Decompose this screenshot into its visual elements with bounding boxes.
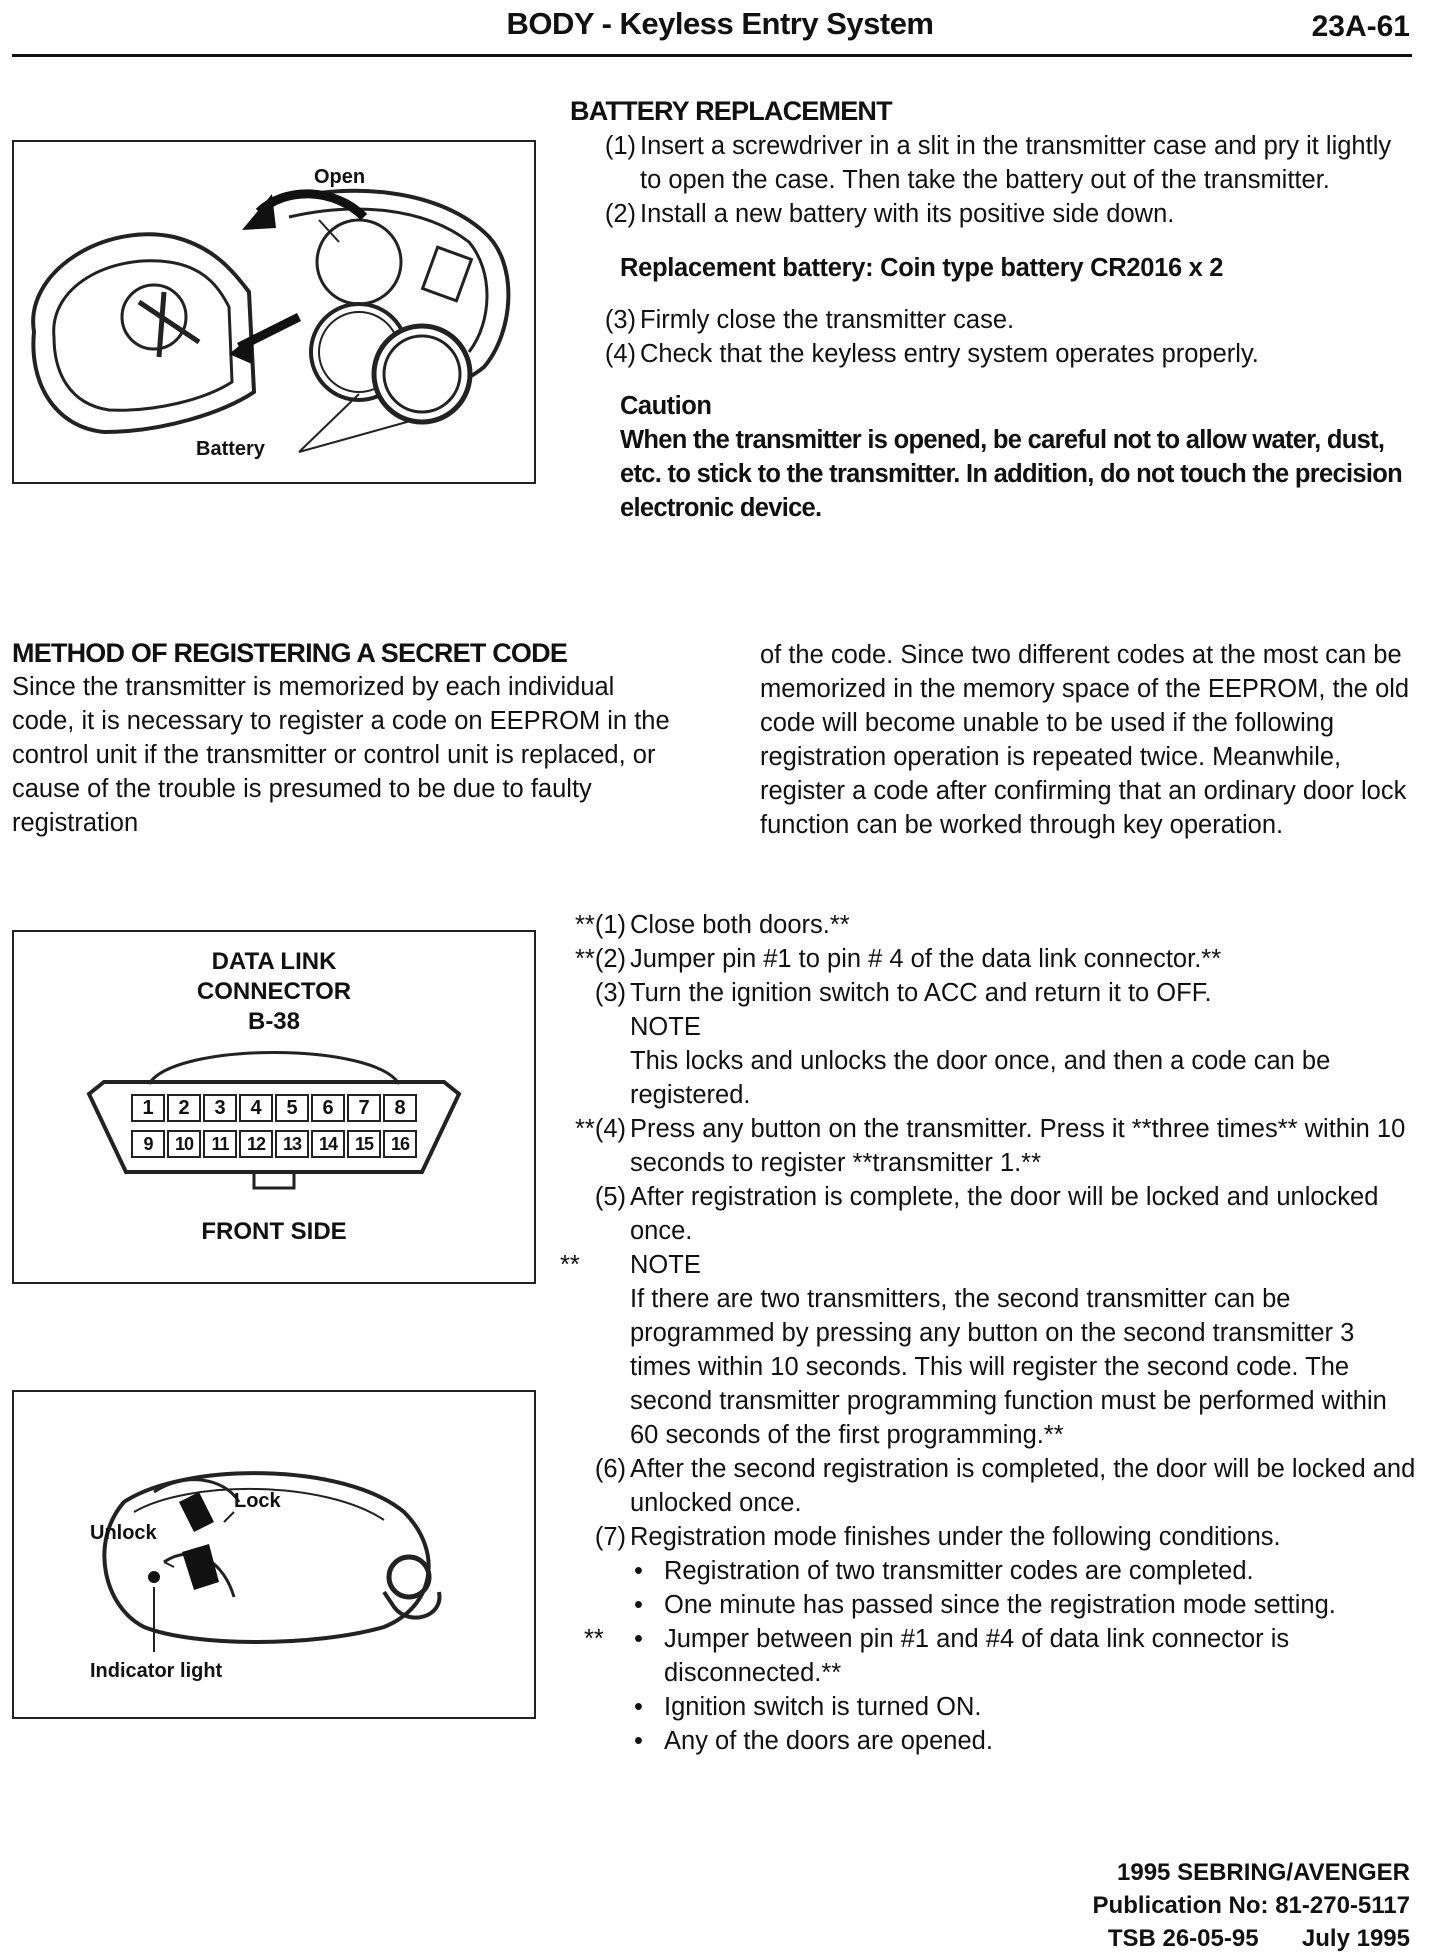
condition-item: • One minute has passed since the registration mode setting. (630, 1588, 1420, 1622)
label-unlock: Unlock (90, 1522, 157, 1544)
caution-title: Caution (620, 392, 712, 420)
connector-pin: 10 (167, 1130, 201, 1158)
figure-data-link-connector (12, 930, 536, 1284)
connector-title-1: DATA LINK (211, 948, 337, 975)
method-paragraph-right: of the code. Since two different codes at the most can be memorized in the memory space of the EEPROM, the old code will become unable to be used if the following registration operation is repeated twice. Meanwhile, register a code after confirming that an ordinary door lock function can be worked through key operation. (760, 641, 1410, 839)
method-paragraph-left: Since the transmitter is memorized by each individual code, it is necessary to register a code on EEPROM in the control unit if the transmitter or control unit is replaced, or cause of the trouble is presumed to be due to faulty registration (12, 673, 670, 837)
battery-step-4: (4) Check that the keyless entry system operates properly. (604, 340, 1259, 368)
procedure-step-7: (7) Registration mode finishes under the following conditions. (594, 1523, 1281, 1551)
footer-model: 1995 SEBRING/AVENGER (1117, 1859, 1410, 1886)
connector-pin: 7 (347, 1094, 381, 1122)
procedure-step-5: (5) After registration is complete, the door will be locked and unlocked once. (594, 1183, 1379, 1245)
procedure-note-text: If there are two transmitters, the second transmitter can be programmed by pressing any button on the second transmitter 3 times within 10 seconds. This will register the second code. The second transmitter programming function must be performed within 60 seconds of the first programming.** (630, 1285, 1387, 1449)
connector-title-2: CONNECTOR (196, 978, 352, 1005)
battery-step-3: (3) Firmly close the transmitter case. (604, 306, 1015, 334)
footer-tsb: TSB 26-05-95 (1107, 1925, 1259, 1952)
conditions-list (560, 1554, 1420, 1758)
procedure-step-1: **(1) Close both doors.** (574, 911, 850, 939)
condition-item-marked (584, 1622, 1420, 1690)
connector-pin: 9 (131, 1130, 165, 1158)
connector-title-3: B-38 (247, 1008, 301, 1035)
battery-replacement-heading: BATTERY REPLACEMENT (570, 96, 892, 126)
figure-transmitter-buttons (12, 1390, 536, 1719)
connector-pin: 16 (383, 1130, 417, 1158)
footer-tsb-line (1093, 1922, 1410, 1955)
label-open: Open (314, 166, 366, 188)
connector-pin-row-bottom (131, 1130, 421, 1158)
document-footer (1093, 1856, 1410, 1955)
figure-battery-replacement (12, 140, 536, 484)
condition-item: • Jumper between pin #1 and #4 of data link connector is disconnected.** (630, 1622, 1420, 1690)
connector-pin: 3 (203, 1094, 237, 1122)
condition-marker: ** (584, 1625, 604, 1653)
method-heading: METHOD OF REGISTERING A SECRET CODE (12, 638, 568, 668)
procedure-note-second-transmitter: ** NOTE If there are two transmitters, the second transmitter can be programmed by pressing any button on the second transmitter 3 times within 10 seconds. This will register the second code. The second transmitter programming function must be performed within 60 seconds of the first programming.** (560, 1248, 1420, 1452)
connector-pin: 2 (167, 1094, 201, 1122)
connector-pin: 1 (131, 1094, 165, 1122)
label-indicator-light: Indicator light (90, 1660, 223, 1682)
battery-replacement-section (570, 96, 1415, 525)
battery-step-2: (2) Install a new battery with its positive side down. (604, 200, 1175, 228)
condition-item: • Ignition switch is turned ON. (630, 1690, 1420, 1724)
transmitter-open-illustration (14, 142, 534, 482)
label-battery: Battery (196, 438, 265, 460)
registration-procedure (560, 908, 1420, 1758)
procedure-step-2: **(2) Jumper pin #1 to pin # 4 of the data link connector.** (574, 945, 1222, 973)
header-rule (12, 54, 1412, 57)
procedure-step-3-note-text: This locks and unlocks the door once, and then a code can be registered. (630, 1047, 1331, 1109)
footer-publication: Publication No: 81-270-5117 (1092, 1892, 1410, 1919)
procedure-step-6: (6) After the second registration is completed, the door will be locked and unlocked once. (594, 1455, 1416, 1517)
connector-pin: 11 (203, 1130, 237, 1158)
connector-pin: 6 (311, 1094, 345, 1122)
battery-step-1: (1) Insert a screwdriver in a slit in the transmitter case and pry it lightly to open the case. Then take the battery out of the transmitter. (604, 132, 1392, 194)
replacement-battery-spec: Replacement battery: Coin type battery CR2016 x 2 (620, 254, 1224, 282)
page-header-title: BODY - Keyless Entry System (506, 6, 934, 41)
connector-pin: 13 (275, 1130, 309, 1158)
connector-pin: 14 (311, 1130, 345, 1158)
connector-pin: 8 (383, 1094, 417, 1122)
connector-pin: 4 (239, 1094, 273, 1122)
condition-item: • Any of the doors are opened. (630, 1724, 1420, 1758)
condition-item: • Registration of two transmitter codes are completed. (630, 1554, 1420, 1588)
procedure-step-3-note-label: NOTE (630, 1013, 701, 1041)
procedure-step-4: **(4) Press any button on the transmitter. Press it **three times** within 10 seconds to register **transmitter 1.** (574, 1115, 1406, 1177)
method-section-left (12, 636, 672, 840)
procedure-note-label: NOTE (630, 1251, 701, 1279)
connector-pin: 5 (275, 1094, 309, 1122)
connector-pin: 15 (347, 1130, 381, 1158)
procedure-step-3: (3) Turn the ignition switch to ACC and return it to OFF. NOTE This locks and unlocks the door once, and then a code can be registered. (560, 976, 1420, 1112)
caution-text: When the transmitter is opened, be careful not to allow water, dust, etc. to stick to the transmitter. In addition, do not touch the precision electronic device. (620, 426, 1402, 522)
connector-pin: 12 (239, 1130, 273, 1158)
connector-pin-row-top (131, 1094, 421, 1122)
connector-footer: FRONT SIDE (201, 1218, 347, 1245)
label-lock: Lock (234, 1490, 281, 1512)
page-number: 23A-61 (1311, 10, 1410, 43)
footer-date: July 1995 (1301, 1925, 1410, 1952)
